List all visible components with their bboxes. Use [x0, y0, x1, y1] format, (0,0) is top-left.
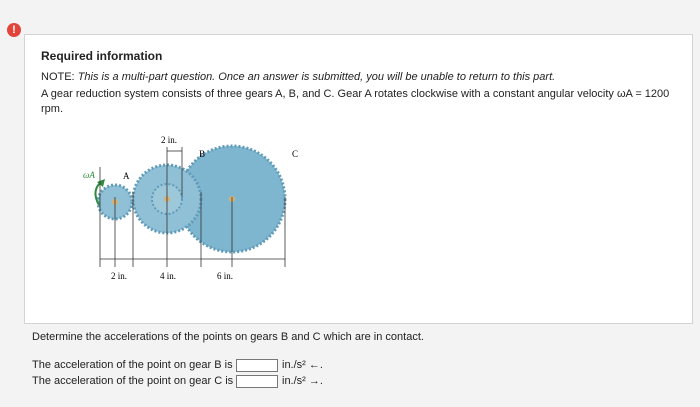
gear-a-label: A [123, 171, 130, 181]
question-card [24, 34, 693, 324]
answer-label-b: The acceleration of the point on gear B is [32, 359, 233, 372]
question-text: Determine the accelerations of the points on gears B and C which are in contact. [32, 331, 424, 343]
dim-a-label: 2 in. [111, 271, 128, 281]
answer-input-b[interactable] [236, 359, 278, 372]
answer-row-b [32, 359, 323, 373]
section-title: Required information [41, 49, 163, 63]
dim-c-label: 6 in. [217, 271, 234, 281]
dim-b-label: 4 in. [160, 271, 177, 281]
note [41, 71, 555, 83]
answer-label-c: The acceleration of the point on gear C is [32, 375, 234, 388]
problem-description: A gear reduction system consists of three gears A, B, and C. Gear A rotates clockwise with a constant angular velocity ωA = 1200 rpm. [41, 88, 670, 115]
answer-input-c[interactable] [236, 375, 278, 388]
answer-row-c [32, 375, 323, 389]
gear-c-label: C [292, 149, 299, 159]
gear-b-label: B [199, 149, 206, 159]
alert-icon: ! [7, 23, 21, 37]
gear-diagram [47, 127, 309, 287]
omega-label: ωA [83, 170, 95, 180]
answer-unit-c: in./s² →. [282, 375, 323, 388]
answer-unit-b: in./s² ←. [282, 359, 323, 372]
note-text: This is a multi-part question. Once an answer is submitted, you will be unable to return to this part. [77, 71, 556, 83]
top-dimension-label: 2 in. [161, 135, 178, 145]
note-label: NOTE: [41, 71, 75, 83]
